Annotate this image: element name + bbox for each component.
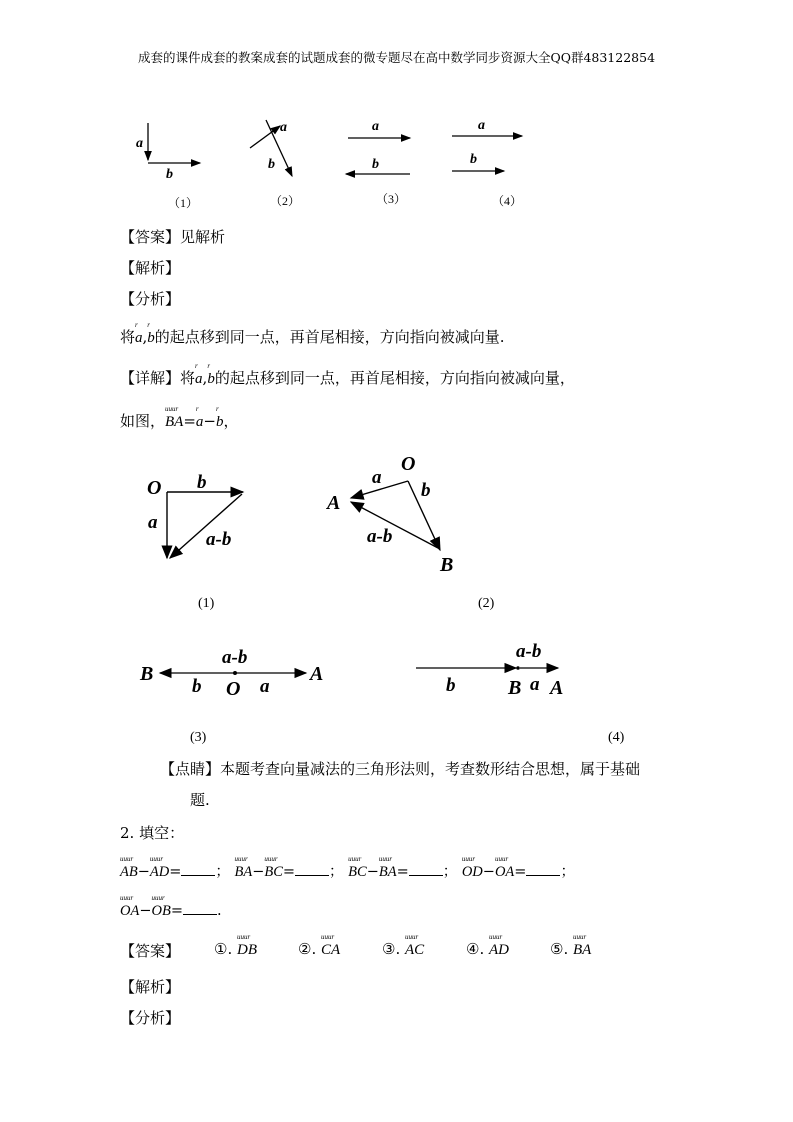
svg-text:b: b <box>446 675 456 696</box>
blank-5[interactable] <box>183 902 217 915</box>
triangle-figures <box>140 450 520 620</box>
svg-text:O: O <box>401 453 416 475</box>
answer-2-items: ①. uuur DB ②. uuur CA ③. uuur AC ④. uuur AD ⑤. uuur BA <box>214 933 592 958</box>
label-b-1: b <box>166 167 173 182</box>
svg-text:a-b: a-b <box>222 647 248 668</box>
rutu-line: 如图， uuur BA= r a− r b， <box>120 405 239 430</box>
answer-tag: 【答案】 <box>120 228 181 246</box>
page-header: 成套的课件成套的教案成套的试题成套的微专题尽在高中数学同步资源大全QQ群483122854 <box>137 50 656 65</box>
fenxi-tag: 【分析】 <box>120 290 181 308</box>
svg-text:a: a <box>148 512 158 533</box>
fenxi-tag-2: 【分析】 <box>120 1009 181 1027</box>
svg-text:b: b <box>192 676 202 697</box>
dianjing-line-1: 【点睛】本题考查向量减法的三角形法则，考查数形结合思想，属于基础 <box>160 760 641 778</box>
svg-text:(1): (1) <box>198 596 215 611</box>
blank-1[interactable] <box>181 863 215 876</box>
caption-2: （2） <box>270 194 301 208</box>
svg-text:b: b <box>372 157 379 172</box>
svg-text:a: a <box>530 674 540 695</box>
collinear-figures <box>130 635 640 750</box>
svg-text:a: a <box>372 467 382 488</box>
blank-2[interactable] <box>295 863 329 876</box>
blank-3[interactable] <box>409 863 443 876</box>
vector-a-2 <box>250 126 280 148</box>
vector-b: r b <box>147 321 155 346</box>
caption-1: （1） <box>168 196 199 210</box>
svg-text:a-b: a-b <box>367 526 393 547</box>
svg-text:b: b <box>421 480 431 501</box>
svg-text:A: A <box>327 492 341 514</box>
svg-text:b: b <box>268 157 275 172</box>
svg-text:O: O <box>226 678 241 700</box>
svg-text:B: B <box>440 554 454 576</box>
svg-text:a: a <box>372 119 379 134</box>
svg-text:(3): (3) <box>190 730 207 745</box>
svg-text:a-b: a-b <box>516 641 542 662</box>
blank-4[interactable] <box>526 863 560 876</box>
vector-a: r a <box>135 321 143 346</box>
svg-text:a: a <box>478 118 485 133</box>
answer-text: 见解析 <box>180 228 226 246</box>
svg-text:A: A <box>310 663 324 685</box>
fenxi-text: 将 r a, r b的起点移到同一点，再首尾相接，方向指向被减向量. <box>120 321 505 346</box>
answer-line-2: 【答案】 <box>120 942 181 960</box>
question-2-row-1: uuur AB− uuur AD= ； uuur BA− uuur BC= ； uuur BC− uuur BA= ； uuur OD− uuur OA= ； <box>120 855 575 880</box>
svg-text:O: O <box>147 477 162 499</box>
caption-4: （4） <box>492 194 523 208</box>
svg-text:b: b <box>470 152 477 167</box>
svg-text:A: A <box>550 677 564 699</box>
svg-text:(2): (2) <box>478 596 495 611</box>
svg-text:b: b <box>197 472 207 493</box>
caption-3: （3） <box>376 192 407 206</box>
svg-text:B: B <box>140 663 154 685</box>
svg-text:(4): (4) <box>608 730 625 745</box>
svg-text:B: B <box>508 677 522 699</box>
answer-line-1 <box>120 226 225 247</box>
svg-text:a: a <box>280 120 287 135</box>
fig2-vector-amb <box>351 502 438 548</box>
analysis-tag-2: 【解析】 <box>120 978 181 996</box>
top-vector-figure <box>120 108 540 213</box>
svg-text:a-b: a-b <box>206 529 232 550</box>
dianjing-line-2: 题. <box>190 791 210 809</box>
analysis-tag: 【解析】 <box>120 259 181 277</box>
svg-text:a: a <box>260 676 270 697</box>
question-2-title: 2. 填空： <box>120 824 185 842</box>
label-a-1: a <box>136 136 143 151</box>
detail-text: 【详解】将 r a, r b的起点移到同一点，再首尾相接，方向指向被减向量， <box>120 362 575 387</box>
question-2-row-2: uuur OA− uuur OB= . <box>120 894 222 919</box>
